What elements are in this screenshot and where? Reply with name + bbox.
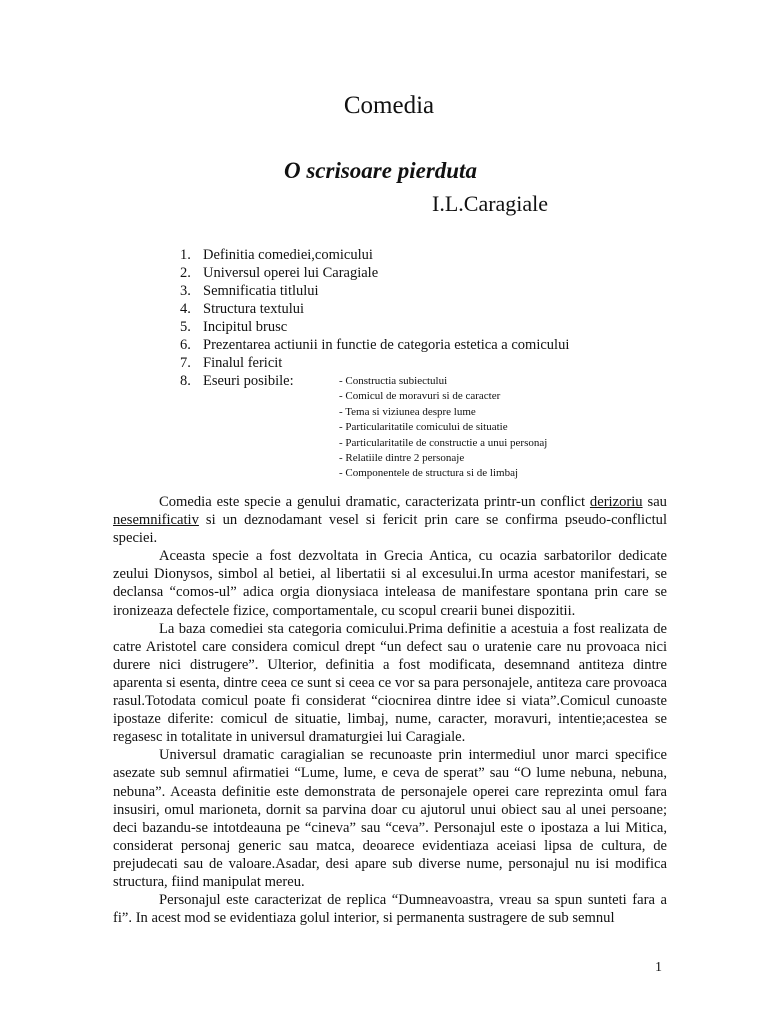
- essay-topic: - Comicul de moravuri si de caracter: [339, 390, 501, 403]
- outline-item-text: Finalul fericit: [203, 355, 283, 371]
- outline-item-text: Incipitul brusc: [203, 319, 288, 335]
- document-title: Comedia: [343, 92, 435, 119]
- outline-item-number: 5.: [180, 319, 191, 335]
- paragraph-comic-category: La baza comediei sta categoria comicului.Prima definitie a acestuia a fost realizata de catre Aristotel care considera comicul drept “un defect sau o uratenie care nu provoaca nici durere nici distrugere”. Ulterior, definitia a fost modificata, desemnand antiteza dintre aparenta si esenta, dintre ceea ce sunt si ceea ce vor sa para personajele, antiteza care provoaca rasul.Totodata comicul poate fi considerat “ciocnirea dintre idee si viata”.Comicul cunoaste ipostaze diferite: comicul de situatie, limbaj, nume, caracter, moravuri, intentie;acestea se regasesc in totalitate in universul dramaturgiei lui Caragiale.: [113, 620, 667, 746]
- outline-item-text: Structura textului: [203, 301, 305, 317]
- outline-item: [176, 282, 636, 300]
- document-author: I.L.Caragiale: [432, 191, 549, 216]
- underlined-term-derizoriu: derizoriu: [589, 494, 643, 510]
- outline-item-number: 1.: [180, 247, 191, 263]
- essay-topic: - Relatiile dintre 2 personaje: [339, 452, 465, 465]
- outline-item-number: 3.: [180, 283, 191, 299]
- paragraph-text: Comedia este specie a genului dramatic, caracterizata printr-un conflict: [159, 494, 590, 510]
- outline-item-text: Eseuri posibile:: [203, 373, 294, 389]
- outline-item: [176, 354, 636, 372]
- essay-topic: - Particularitatile de constructie a unui personaj: [339, 436, 548, 449]
- page-number: 1: [655, 960, 662, 975]
- outline-item: [176, 264, 636, 282]
- body-text: [113, 493, 667, 927]
- outline-item: [176, 336, 636, 354]
- outline-item: [176, 318, 636, 336]
- essay-topic: - Constructia subiectului: [339, 375, 448, 387]
- paragraph-comedy-definition: [113, 493, 667, 547]
- outline-item-number: 4.: [180, 301, 191, 317]
- outline-item-text: Prezentarea actiunii in functie de categoria estetica a comicului: [203, 337, 570, 353]
- document-subtitle: O scrisoare pierduta: [284, 158, 477, 183]
- outline-item-text: Universul operei lui Caragiale: [203, 265, 379, 281]
- outline-list: [176, 246, 636, 390]
- paragraph-character: Personajul este caracterizat de replica “Dumneavoastra, vreau sa spun sunteti fara a fi”. In acest mod se evidentiaza golul interior, si permanenta sustragere de sub semnul: [113, 892, 667, 927]
- outline-item-number: 8.: [180, 373, 191, 389]
- essay-topics-list: [339, 374, 547, 482]
- underlined-term-nesemnificativ: nesemnificativ: [113, 512, 199, 529]
- essay-topic: - Componentele de structura si de limbaj: [339, 467, 519, 480]
- outline-item-number: 2.: [180, 265, 191, 281]
- paragraph-origins: Aceasta specie a fost dezvoltata in Grecia Antica, cu ocazia sarbatorilor dedicate zeului Dionysos, simbol al betiei, al libertatii si al excesului.In urma acestor manifestari, se declansa “comos-ul” adica orgia dionysiaca inteleasa de manifestare spontana prin care se ironizeaza defectele fizice, comportamentale, cu scopul crearii bunei dispozitii.: [113, 548, 667, 619]
- paragraph-text: si un deznodamant vesel si fericit prin care se confirma pseudo-conflictul speciei.: [113, 512, 667, 547]
- outline-item-number: 7.: [180, 355, 191, 371]
- essay-topic: - Particularitatile comicului de situatie: [339, 421, 508, 434]
- paragraph-caragiale-universe: Universul dramatic caragialian se recunoaste prin intermediul unor marci specifice asezate sub semnul afirmatiei “Lume, lume, e ceva de sperat” sau “O lume nebuna, nebuna, nebuna”. Aceasta definitie este demonstrata de personajele operei care reprezinta omul fara insusiri, omul marioneta, dornit sa parvina doar cu ajutorul unui obiect sau al unei persoane; deci bazandu-se intotdeauna pe “cineva” sau “ceva”. Personajul este o ipostaza a lui Mitica, considerat personaj generic sau matca, deoarece evidentiaza aceiasi lipsa de cultura, de prejudecati sau de valoare.Asadar, desi apare sub diverse nume, personajul nu isi modifica structura, fiind manipulat mereu.: [113, 747, 667, 890]
- outline-item-number: 6.: [180, 337, 191, 353]
- outline-item-text: Definitia comediei,comicului: [203, 247, 373, 263]
- outline-item: [176, 300, 636, 318]
- outline-item-text: Semnificatia titlului: [203, 283, 319, 299]
- paragraph-text: sau: [642, 494, 667, 510]
- essay-topic: - Tema si viziunea despre lume: [339, 405, 476, 418]
- outline-item: [176, 246, 636, 264]
